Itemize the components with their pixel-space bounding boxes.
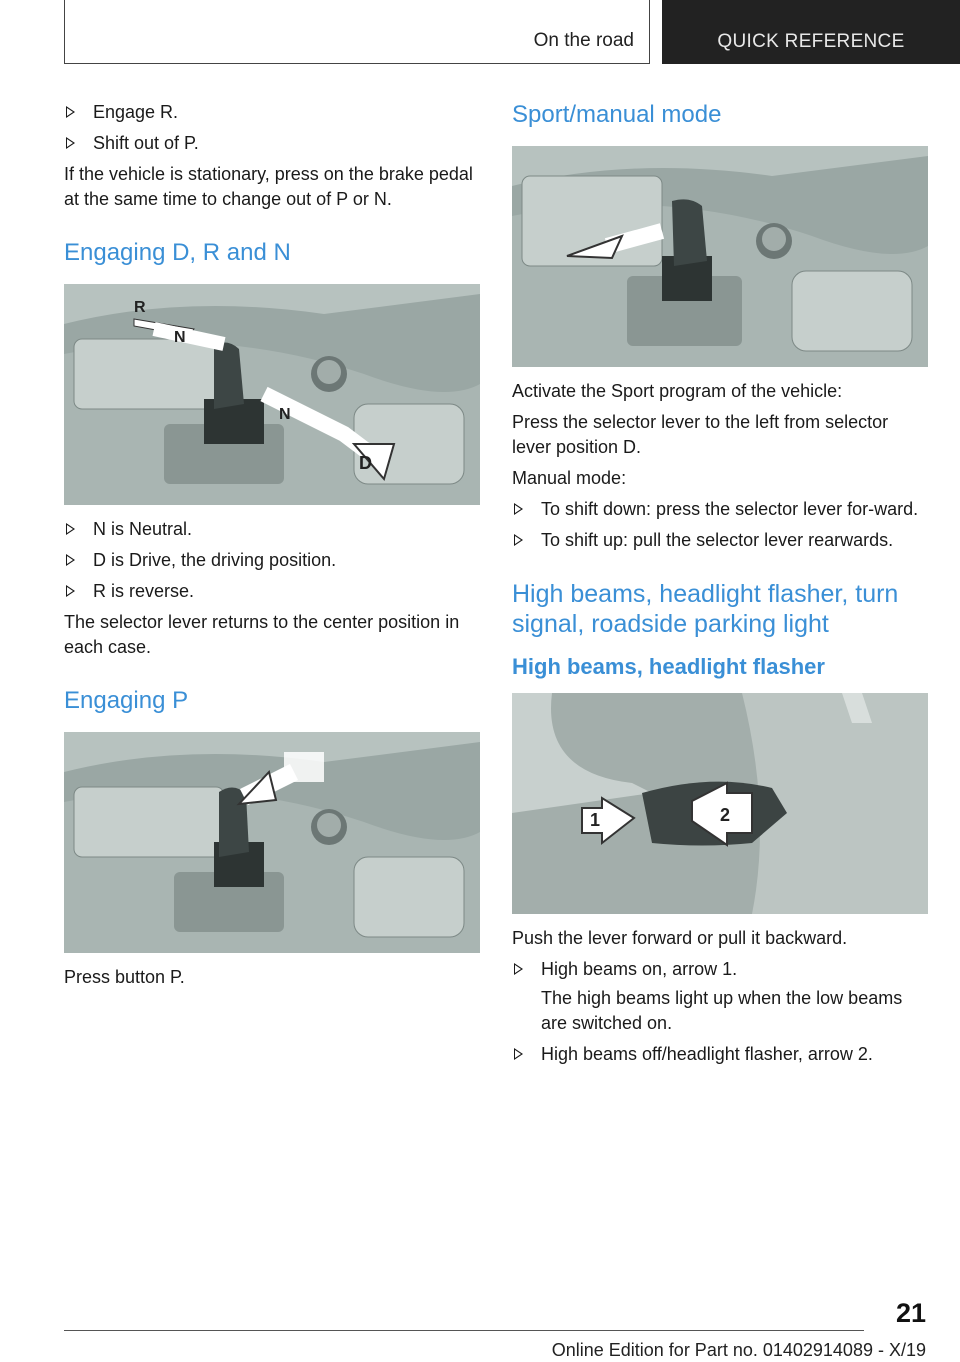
header-section-title: On the road [533, 30, 634, 51]
list-item-text: Engage R. [93, 102, 179, 122]
triangle-bullet-icon [66, 523, 75, 535]
triangle-bullet-icon [66, 585, 75, 597]
list-item [64, 517, 480, 542]
header-rule-bottom [64, 63, 650, 64]
header-tab-quick-reference: QUICK REFERENCE [662, 0, 960, 64]
page-number: 21 [895, 1298, 926, 1328]
heading-sport-manual: Sport/manual mode [512, 101, 722, 128]
triangle-bullet-icon [514, 963, 523, 975]
triangle-bullet-icon [66, 137, 75, 149]
triangle-bullet-icon [514, 534, 523, 546]
list-item-text: D is Drive, the driving position. [93, 550, 337, 570]
label-n-lower: N [279, 406, 291, 423]
figure-high-beam-lever [512, 693, 928, 914]
paragraph: Activate the Sport program of the vehicle: [512, 381, 843, 401]
paragraph: Push the lever forward or pull it backward. [512, 928, 848, 948]
paragraph: Press button P. [64, 967, 185, 987]
left-column [64, 100, 480, 990]
paragraph: Manual mode: [512, 468, 627, 488]
paragraph: If the vehicle is stationary, press on the brake pedal at the same time to change out of P or N. [64, 164, 473, 209]
label-arrow-2: 2 [720, 805, 731, 825]
heading-high-beams-section: High beams, headlight flasher, turn signal, roadside parking light [512, 580, 899, 638]
paragraph: The selector lever returns to the center position in each case. [64, 612, 460, 657]
list-item-text: Shift out of P. [93, 133, 199, 153]
label-n-upper: N [174, 329, 186, 346]
triangle-bullet-icon [66, 554, 75, 566]
label-r: R [134, 299, 146, 316]
triangle-bullet-icon [66, 106, 75, 118]
list-item [64, 579, 480, 604]
list-item-subtext: The high beams light up when the low beams are switched on. [541, 988, 903, 1033]
list-item-text: To shift down: press the selector lever for-ward. [541, 499, 919, 519]
list-item [512, 1042, 928, 1067]
list-item-text: N is Neutral. [93, 519, 193, 539]
list-item [512, 497, 928, 522]
label-arrow-1: 1 [590, 810, 601, 830]
triangle-bullet-icon [514, 1048, 523, 1060]
list-item [64, 548, 480, 573]
footer-rule [64, 1330, 864, 1331]
list-item-text: High beams on, arrow 1. [541, 959, 738, 979]
list-item [64, 131, 480, 156]
figure-sport-mode [512, 146, 928, 367]
list-item [512, 957, 928, 982]
list-item-text: To shift up: pull the selector lever rearwards. [541, 530, 894, 550]
subheading-high-beams: High beams, headlight flasher [512, 654, 825, 679]
figure-selector-lever-p [64, 732, 480, 953]
figure-selector-lever-drn [64, 284, 480, 505]
header-rule-left [64, 0, 65, 64]
triangle-bullet-icon [514, 503, 523, 515]
list-item-text: R is reverse. [93, 581, 195, 601]
heading-engaging-p: Engaging P [64, 687, 189, 714]
header-rule-divider [649, 0, 650, 64]
label-d: D [359, 453, 372, 473]
paragraph: Press the selector lever to the left from selector lever position D. [512, 412, 889, 457]
heading-engaging-drn: Engaging D, R and N [64, 239, 291, 266]
edition-text: Online Edition for Part no. 01402914089 - X/19 [551, 1340, 926, 1360]
right-column [512, 100, 928, 1073]
list-item [64, 100, 480, 125]
list-item-text: High beams off/headlight flasher, arrow 2. [541, 1044, 873, 1064]
list-item [512, 528, 928, 553]
